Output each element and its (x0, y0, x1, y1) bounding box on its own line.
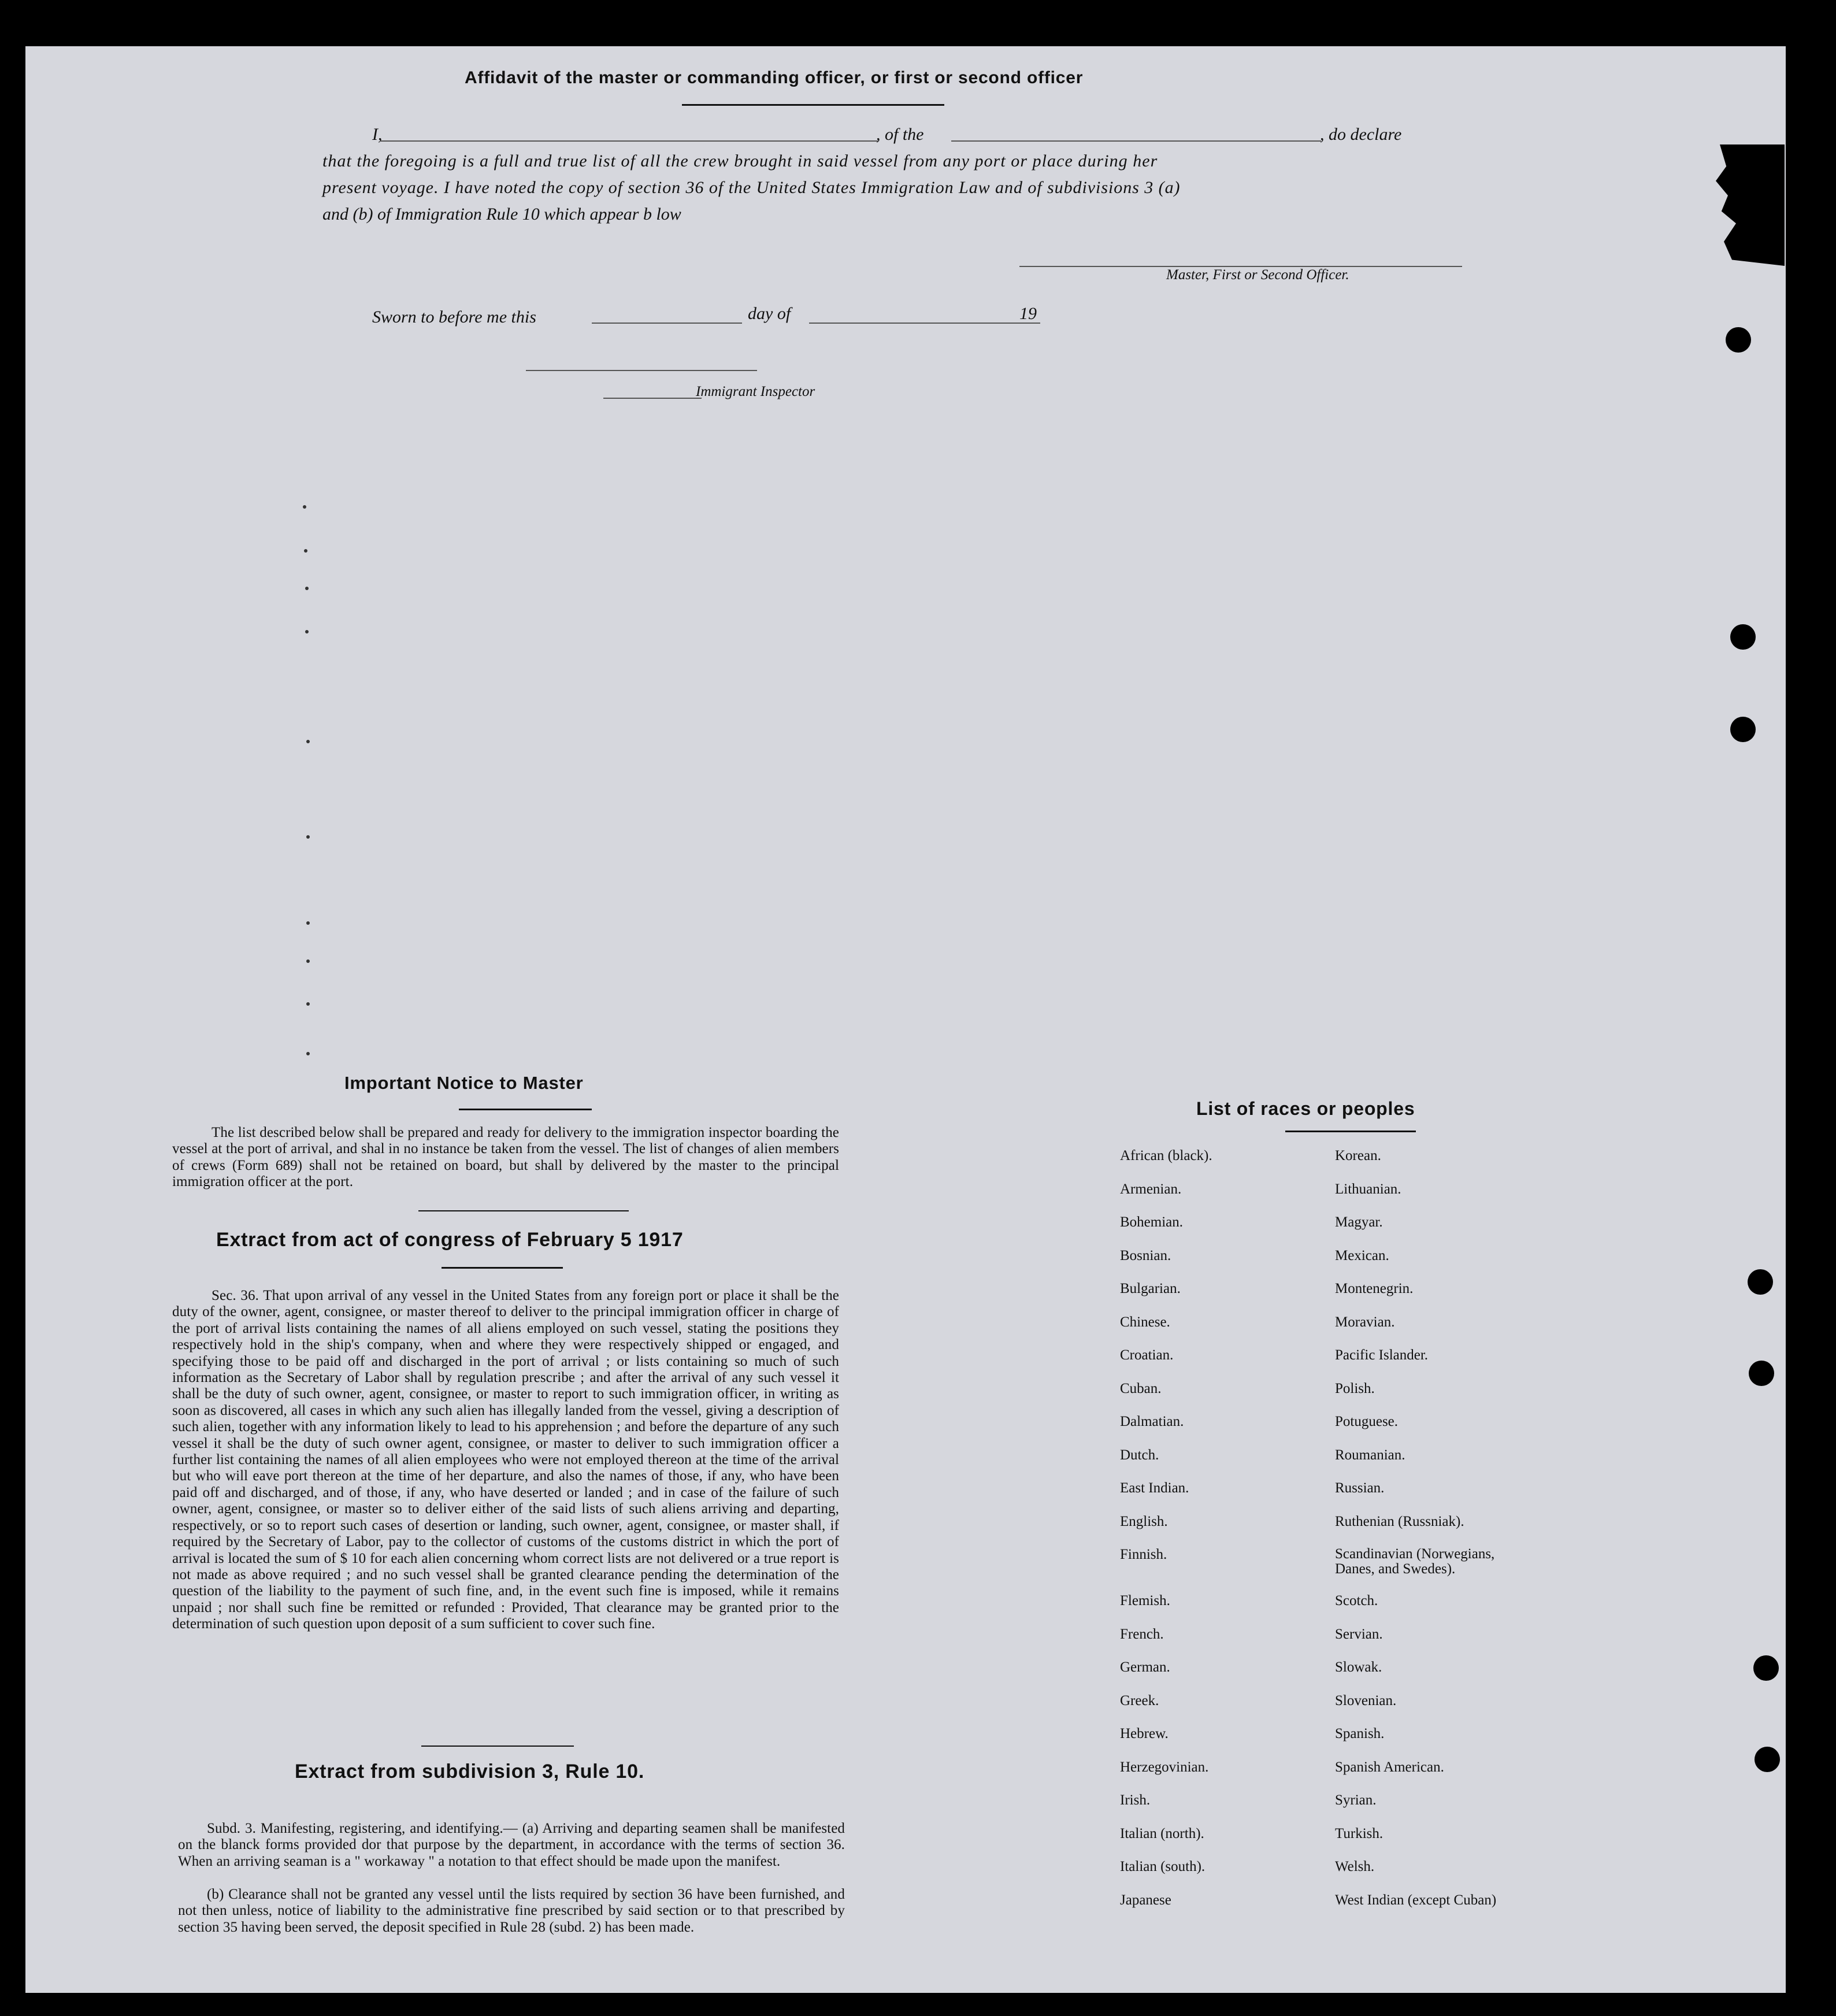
race-item: Moravian. (1335, 1314, 1395, 1330)
race-item: Polish. (1335, 1380, 1375, 1396)
signature-caption: Master, First or Second Officer. (1166, 267, 1349, 283)
race-item: Potuguese. (1335, 1414, 1399, 1429)
race-item: Spanish American. (1335, 1759, 1444, 1775)
race-item: Bulgarian. (1120, 1281, 1181, 1296)
race-item: Scandinavian (Norwegians, Danes, and Swedes). (1335, 1546, 1495, 1577)
binder-hole (1748, 1269, 1773, 1295)
bleed-dot (306, 1002, 310, 1006)
affidavit-title-underline (682, 104, 944, 106)
race-item: Armenian. (1120, 1181, 1182, 1197)
day-of-text: day of (748, 304, 791, 323)
race-item: Russian. (1335, 1480, 1385, 1496)
race-item: Montenegrin. (1335, 1281, 1414, 1296)
bleed-dot (306, 921, 310, 925)
name-blank (381, 140, 878, 142)
vessel-blank (951, 140, 1321, 142)
race-item: German. (1120, 1659, 1170, 1675)
notice-title-underline (459, 1109, 592, 1110)
race-item: Irish. (1120, 1792, 1151, 1808)
binder-hole (1755, 1747, 1780, 1772)
race-item: Scotch. (1335, 1593, 1378, 1609)
race-item: Welsh. (1335, 1859, 1375, 1874)
race-item: Ruthenian (Russniak). (1335, 1513, 1464, 1529)
race-item: Greek. (1120, 1692, 1159, 1709)
affidavit-line1-i: I, (372, 125, 383, 144)
race-item: Lithuanian. (1335, 1181, 1401, 1197)
document-page (25, 46, 1786, 1993)
race-item: Cuban. (1120, 1380, 1162, 1396)
race-item: Chinese. (1120, 1314, 1170, 1330)
race-item: Turkish. (1335, 1825, 1384, 1841)
race-item: Dutch. (1120, 1447, 1159, 1463)
binder-hole (1730, 717, 1756, 742)
race-item: Spanish. (1335, 1726, 1385, 1741)
notice-separator (418, 1210, 629, 1211)
binder-hole (1730, 624, 1756, 650)
affidavit-line2: that the foregoing is a full and true list of all the crew brought in said vessel from any port or place during her (322, 151, 1158, 171)
sworn-text: Sworn to before me this (372, 307, 536, 327)
bleed-dot (306, 1052, 310, 1055)
race-item: Hebrew. (1120, 1726, 1169, 1741)
rule-extract-title: Extract from subdivision 3, Rule 10. (295, 1761, 645, 1782)
act-extract-title: Extract from act of congress of February 5 1917 (216, 1229, 684, 1251)
race-item: French. (1120, 1626, 1164, 1642)
bleed-dot (306, 959, 310, 963)
bleed-dot (305, 630, 309, 633)
inspector-caption: Immigrant Inspector (696, 384, 815, 399)
race-item: Herzegovinian. (1120, 1759, 1209, 1775)
races-title: List of races or peoples (1196, 1098, 1415, 1119)
inspector-short-blank (603, 398, 702, 399)
binder-hole (1726, 327, 1751, 353)
race-item: Magyar. (1335, 1214, 1383, 1230)
race-item: Mexican. (1335, 1247, 1389, 1263)
races-right-column (1335, 1148, 1578, 1925)
affidavit-line1-do-declare: , do declare (1320, 125, 1402, 144)
race-item: Japanese (1120, 1892, 1171, 1908)
race-item: Croatian. (1120, 1347, 1174, 1363)
race-item: Bosnian. (1120, 1247, 1171, 1263)
year-prefix: 19 (1019, 304, 1037, 323)
races-left-column (1120, 1148, 1328, 1925)
month-blank (809, 323, 1040, 324)
binder-hole (1749, 1361, 1774, 1386)
binder-hole (1753, 1655, 1779, 1681)
rule-extract-text-a: Subd. 3. Manifesting, registering, and identifying.— (a) Arriving and departing seamen shall be manifested on the blanck forms provided dor that purpose by the department, in accordance with the terms of section 36. When an arriving seaman is a " workaway " a notation to that effect should be made upon the manifest. (178, 1821, 845, 1869)
race-item: Pacific Islander. (1335, 1347, 1429, 1363)
race-item: Italian (north). (1120, 1825, 1204, 1841)
race-item: Dalmatian. (1120, 1414, 1184, 1429)
race-item: West Indian (except Cuban) (1335, 1892, 1497, 1908)
affidavit-title: Affidavit of the master or commanding officer, or first or second officer (465, 68, 1084, 87)
race-item: East Indian. (1120, 1480, 1189, 1496)
race-item: African (black). (1120, 1148, 1212, 1163)
affidavit-line3: present voyage. I have noted the copy of section 36 of the United States Immigration Law and of subdivisions 3 (a) (322, 178, 1181, 197)
rule-extract-text-b: (b) Clearance shall not be granted any vessel until the lists required by section 36 have been furnished, and not then unless, notice of liability to the administrative fine prescribed by said section or to that prescribed by section 35 having been served, the deposit specified in Rule 28 (subd. 2) has been made. (178, 1887, 845, 1935)
bleed-dot (304, 549, 307, 553)
race-item: Bohemian. (1120, 1214, 1184, 1230)
notice-text: The list described below shall be prepared and ready for delivery to the immigration inspector boarding the vessel at the port of arrival, and shal in no instance be taken from the vessel. The list of changes of alien members of crews (Form 689) shall not be retained on board, but shall by delivered by the master to the principal immigration officer at the port. (172, 1125, 839, 1190)
act-extract-text: Sec. 36. That upon arrival of any vessel in the United States from any foreign port or place it shall be the duty of the owner, agent, consignee, or master thereof to deliver to the principal immigration officer in charge of the port of arrival lists containing the names of all aliens employed on such vessel, stating the positions they respectively hold in the ship's company, when and where they were respectively shipped or engaged, and specifying those to be paid off and discharged in the port of arrival ; or lists containing so much of such information as the Secretary of Labor shall by regulation prescribe ; and after the arrival of any such vessel it shall be the duty of such owner, agent, consignee, or master to report to such immigration officer, in writing as soon as discovered, all cases in which any such alien has illegally landed from the vessel, giving a description of such alien, together with any information likely to lead to his apprehension ; and before the departure of any such vessel it shall be the duty of such owner agent, consignee, or master to deliver to such immigration officer a further list containing the names of all alien employees who were not employed thereon at the time of the arrival but who will eave port thereon at the time of her departure, and also the names of those, if any, who have been paid off and discharged, and of those, if any, who have deserted or landed ; and in case of the failure of such owner, agent, consignee, or master so to deliver either of the said lists of such aliens arriving and departing, respectively, or so to report such cases of desertion or landing, such owner, agent, consignee, or master shall, if required by the Secretary of Labor, pay to the collector of customs of the customs district in which the port of arrival is located the sum of $ 10 for each alien concerning whom correct lists are not delivered or a true report is not made as above required ; and no such vessel shall be granted clearance pending the determination of the question of the liability to the payment of such fine, and, in the event such fine is imposed, while it remains unpaid ; nor shall such fine be remitted or refunded : Provided, That clearance may be granted prior to the determination of such question upon deposit of a sum sufficient to cover such fine. (172, 1288, 839, 1632)
race-item: English. (1120, 1513, 1168, 1529)
notice-title: Important Notice to Master (344, 1073, 584, 1093)
affidavit-line1-of-the: , of the (876, 125, 924, 144)
race-item: Syrian. (1335, 1792, 1377, 1808)
act-extract-underline (442, 1267, 563, 1269)
race-item: Slovenian. (1335, 1692, 1397, 1709)
races-title-underline (1285, 1131, 1416, 1132)
inspector-signature-blank (526, 370, 757, 371)
affidavit-line4: and (b) of Immigration Rule 10 which appear b low (322, 205, 681, 224)
race-item: Korean. (1335, 1148, 1381, 1163)
race-item: Italian (south). (1120, 1859, 1206, 1874)
race-item: Roumanian. (1335, 1447, 1405, 1463)
bleed-dot (305, 587, 309, 590)
bleed-dot (303, 505, 306, 509)
day-blank (592, 323, 742, 324)
act-extract-separator (421, 1746, 574, 1747)
race-item: Flemish. (1120, 1593, 1170, 1609)
bleed-dot (306, 740, 310, 743)
race-item: Finnish. (1120, 1547, 1167, 1562)
bleed-dot (306, 835, 310, 839)
race-item: Slowak. (1335, 1659, 1382, 1675)
race-item: Servian. (1335, 1626, 1383, 1642)
